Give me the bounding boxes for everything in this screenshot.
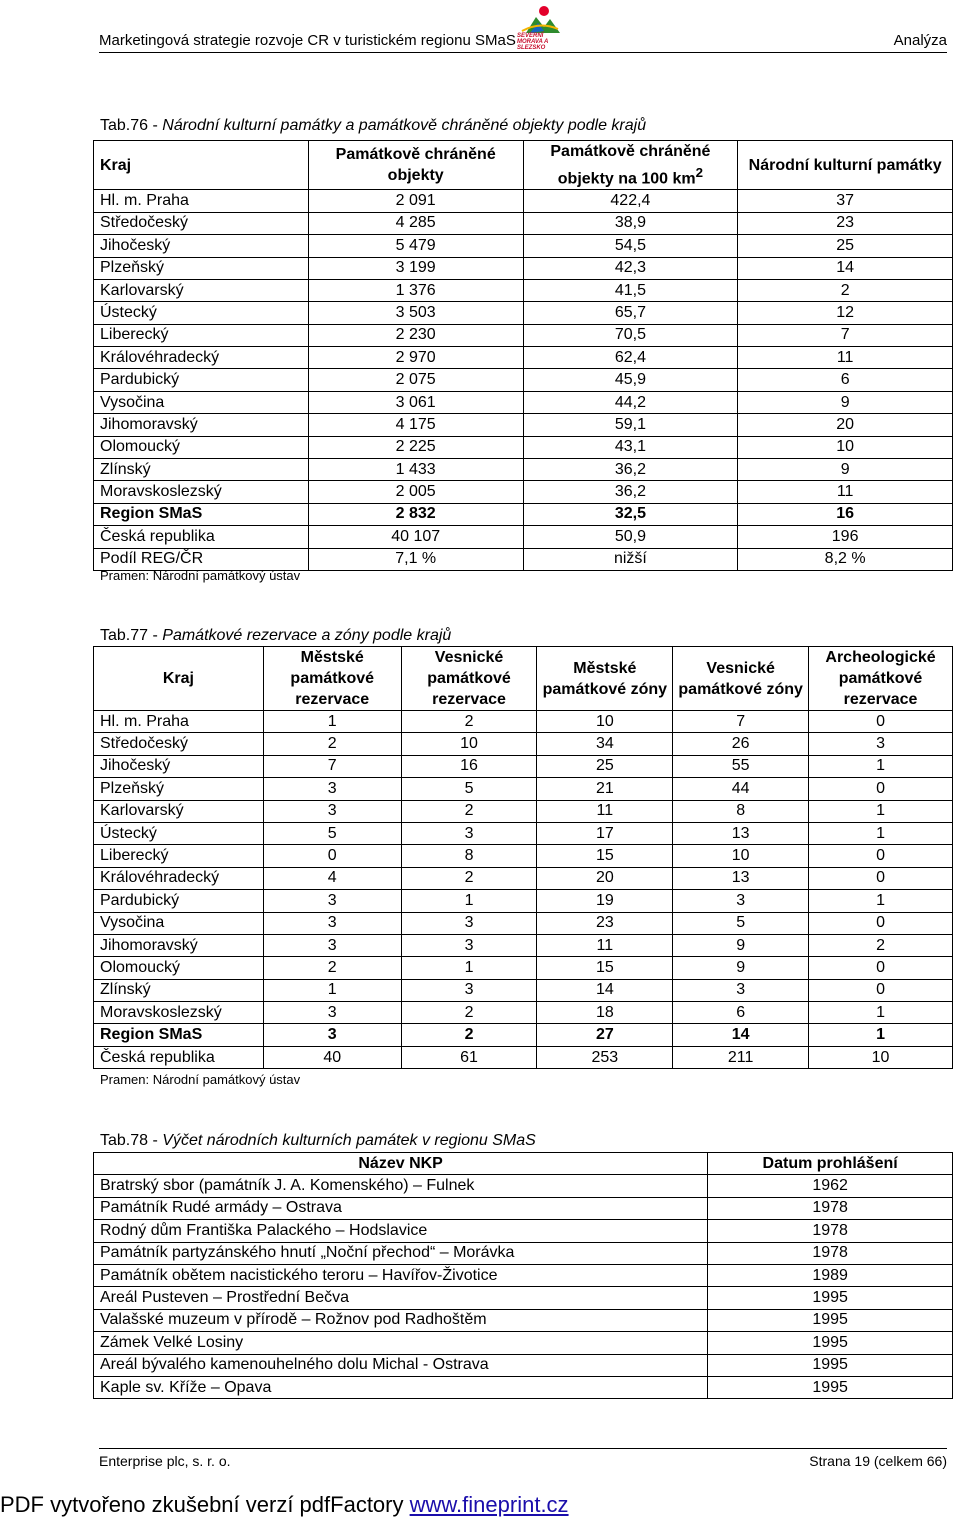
value-cell: 59,1 bbox=[523, 414, 738, 436]
value-cell: 16 bbox=[738, 503, 953, 525]
value-cell: 0 bbox=[809, 979, 953, 1001]
footer-page-number: Strana 19 (celkem 66) bbox=[809, 1453, 947, 1469]
row-label-cell: Královéhradecký bbox=[94, 867, 264, 889]
value-cell: 3 061 bbox=[308, 391, 523, 413]
value-cell: 3 bbox=[263, 800, 401, 822]
table-row bbox=[94, 979, 953, 1001]
row-label-cell: Bratrský sbor (památník J. A. Komenského) – Fulnek bbox=[94, 1175, 708, 1197]
value-cell: 196 bbox=[738, 526, 953, 548]
value-cell: 40 107 bbox=[308, 526, 523, 548]
value-cell: 9 bbox=[673, 957, 809, 979]
table-76-source: Pramen: Národní památkový ústav bbox=[100, 568, 301, 583]
row-label-cell: Zlínský bbox=[94, 979, 264, 1001]
table-row bbox=[94, 800, 953, 822]
table-row bbox=[94, 1287, 953, 1309]
table-row bbox=[94, 369, 953, 391]
header-protected-objects: Památkově chráněné objekty bbox=[308, 141, 523, 190]
table-row bbox=[94, 235, 953, 257]
row-label-cell: Plzeňský bbox=[94, 778, 264, 800]
header-urban-reservations: Městské památkové rezervace bbox=[263, 647, 401, 711]
header-objects-per-area bbox=[523, 141, 738, 190]
row-label-cell: Zlínský bbox=[94, 459, 309, 481]
value-cell: 10 bbox=[673, 845, 809, 867]
value-cell: 1 bbox=[809, 890, 953, 912]
row-label-cell: Jihočeský bbox=[94, 235, 309, 257]
value-cell: 23 bbox=[738, 212, 953, 234]
row-label-cell: Jihomoravský bbox=[94, 414, 309, 436]
value-cell: 2 bbox=[401, 1024, 537, 1046]
value-cell: 27 bbox=[537, 1024, 673, 1046]
value-cell: 3 199 bbox=[308, 257, 523, 279]
header-village-zones: Vesnické památkové zóny bbox=[673, 647, 809, 711]
value-cell: 2 bbox=[738, 279, 953, 301]
table-row bbox=[94, 1220, 953, 1242]
row-label-cell: Pardubický bbox=[94, 890, 264, 912]
table-76-caption-prefix: Tab.76 - bbox=[100, 117, 163, 134]
value-cell: 1 bbox=[263, 979, 401, 1001]
row-label-cell: Podíl REG/ČR bbox=[94, 548, 309, 570]
row-label-cell: Jihočeský bbox=[94, 755, 264, 777]
value-cell: 0 bbox=[809, 912, 953, 934]
value-cell: 3 bbox=[263, 912, 401, 934]
value-cell: 2 bbox=[401, 867, 537, 889]
table-row bbox=[94, 324, 953, 346]
header-kraj: Kraj bbox=[94, 141, 309, 190]
value-cell: 21 bbox=[537, 778, 673, 800]
value-cell: 3 bbox=[401, 934, 537, 956]
value-cell: 14 bbox=[673, 1024, 809, 1046]
table-row bbox=[94, 302, 953, 324]
table-row bbox=[94, 526, 953, 548]
table-row bbox=[94, 1046, 953, 1068]
value-cell: 50,9 bbox=[523, 526, 738, 548]
value-cell: 14 bbox=[537, 979, 673, 1001]
value-cell: 15 bbox=[537, 845, 673, 867]
value-cell: 7 bbox=[263, 755, 401, 777]
header-objects-per-area-text: Památkově chráněné objekty na 100 km bbox=[550, 143, 711, 188]
value-cell: 3 bbox=[263, 890, 401, 912]
table-76 bbox=[93, 140, 953, 571]
table-row bbox=[94, 778, 953, 800]
row-label-cell: Vysočina bbox=[94, 912, 264, 934]
table-78-caption-text: Výčet národních kulturních památek v regionu SMaS bbox=[162, 1132, 536, 1149]
value-cell: 1 bbox=[401, 957, 537, 979]
value-cell: 3 503 bbox=[308, 302, 523, 324]
value-cell: 3 bbox=[401, 822, 537, 844]
value-cell: 2 225 bbox=[308, 436, 523, 458]
value-cell: 1 bbox=[263, 711, 401, 733]
table-76-caption bbox=[100, 117, 646, 135]
row-label-cell: Rodný dům Františka Palackého – Hodslavice bbox=[94, 1220, 708, 1242]
value-cell: 38,9 bbox=[523, 212, 738, 234]
table-row bbox=[94, 1332, 953, 1354]
value-cell: 2 075 bbox=[308, 369, 523, 391]
table-77-caption-text: Památkové rezervace a zóny podle krajů bbox=[162, 627, 452, 644]
value-cell: 422,4 bbox=[523, 190, 738, 212]
header-nkp-name: Název NKP bbox=[94, 1153, 708, 1175]
table-row bbox=[94, 1354, 953, 1376]
value-cell: 54,5 bbox=[523, 235, 738, 257]
value-cell: 0 bbox=[809, 867, 953, 889]
value-cell: 17 bbox=[537, 822, 673, 844]
value-cell: 253 bbox=[537, 1046, 673, 1068]
table-78-caption-prefix: Tab.78 - bbox=[100, 1132, 163, 1149]
row-label-cell: Areál bývalého kamenouhelného dolu Michal - Ostrava bbox=[94, 1354, 708, 1376]
table-78-caption bbox=[100, 1132, 536, 1150]
value-cell: 11 bbox=[738, 481, 953, 503]
table-row bbox=[94, 755, 953, 777]
value-cell: 42,3 bbox=[523, 257, 738, 279]
header-kraj: Kraj bbox=[94, 647, 264, 711]
table-76-caption-text: Národní kulturní památky a památkově chráněné objekty podle krajů bbox=[162, 117, 647, 134]
value-cell: 45,9 bbox=[523, 369, 738, 391]
value-cell: 11 bbox=[537, 934, 673, 956]
value-cell: 1978 bbox=[708, 1197, 953, 1219]
row-label-cell: Zámek Velké Losiny bbox=[94, 1332, 708, 1354]
value-cell: 2 bbox=[401, 711, 537, 733]
value-cell: 9 bbox=[738, 391, 953, 413]
table-row bbox=[94, 1175, 953, 1197]
table-row bbox=[94, 481, 953, 503]
value-cell: 15 bbox=[537, 957, 673, 979]
row-label-cell: Památník partyzánského hnutí „Noční přechod“ – Morávka bbox=[94, 1242, 708, 1264]
value-cell: 26 bbox=[673, 733, 809, 755]
row-label-cell: Plzeňský bbox=[94, 257, 309, 279]
value-cell: 44 bbox=[673, 778, 809, 800]
document-title: Marketingová strategie rozvoje CR v turistickém regionu SMaS bbox=[99, 32, 516, 49]
value-cell: 8 bbox=[673, 800, 809, 822]
row-label-cell: Ústecký bbox=[94, 302, 309, 324]
value-cell: 13 bbox=[673, 822, 809, 844]
table-row bbox=[94, 212, 953, 234]
value-cell: 10 bbox=[738, 436, 953, 458]
value-cell: 20 bbox=[537, 867, 673, 889]
table-row bbox=[94, 912, 953, 934]
header-superscript: 2 bbox=[695, 165, 704, 180]
value-cell: 10 bbox=[809, 1046, 953, 1068]
table-row bbox=[94, 1197, 953, 1219]
value-cell: 32,5 bbox=[523, 503, 738, 525]
value-cell: 19 bbox=[537, 890, 673, 912]
value-cell: 12 bbox=[738, 302, 953, 324]
value-cell: 10 bbox=[401, 733, 537, 755]
row-label-cell: Středočeský bbox=[94, 212, 309, 234]
table-row bbox=[94, 1264, 953, 1286]
value-cell: 0 bbox=[809, 778, 953, 800]
value-cell: 211 bbox=[673, 1046, 809, 1068]
value-cell: 0 bbox=[809, 845, 953, 867]
footer-company: Enterprise plc, s. r. o. bbox=[99, 1453, 231, 1469]
value-cell: 3 bbox=[263, 934, 401, 956]
value-cell: 36,2 bbox=[523, 481, 738, 503]
page-footer bbox=[99, 1448, 947, 1469]
table-row bbox=[94, 190, 953, 212]
value-cell: 1 bbox=[809, 755, 953, 777]
value-cell: 7 bbox=[738, 324, 953, 346]
value-cell: 1995 bbox=[708, 1309, 953, 1331]
value-cell: 41,5 bbox=[523, 279, 738, 301]
value-cell: 2 bbox=[263, 733, 401, 755]
table-78 bbox=[93, 1152, 953, 1399]
value-cell: 4 175 bbox=[308, 414, 523, 436]
row-label-cell: Moravskoslezský bbox=[94, 481, 309, 503]
value-cell: 2 bbox=[401, 800, 537, 822]
value-cell: 3 bbox=[673, 890, 809, 912]
value-cell: 40 bbox=[263, 1046, 401, 1068]
row-label-cell: Liberecký bbox=[94, 845, 264, 867]
value-cell: 1995 bbox=[708, 1332, 953, 1354]
value-cell: 70,5 bbox=[523, 324, 738, 346]
value-cell: 5 bbox=[263, 822, 401, 844]
value-cell: 1978 bbox=[708, 1220, 953, 1242]
header-rule bbox=[99, 52, 947, 53]
table-row bbox=[94, 957, 953, 979]
row-label-cell: Hl. m. Praha bbox=[94, 190, 309, 212]
table-78-body bbox=[94, 1175, 953, 1399]
row-label-cell: Olomoucký bbox=[94, 436, 309, 458]
value-cell: 1978 bbox=[708, 1242, 953, 1264]
value-cell: 55 bbox=[673, 755, 809, 777]
value-cell: 3 bbox=[263, 1002, 401, 1024]
value-cell: 5 bbox=[401, 778, 537, 800]
value-cell: 2 091 bbox=[308, 190, 523, 212]
value-cell: 2 bbox=[263, 957, 401, 979]
table-row bbox=[94, 867, 953, 889]
value-cell: 1 bbox=[809, 822, 953, 844]
value-cell: 1989 bbox=[708, 1264, 953, 1286]
header-archaeological-reservations: Archeologické památkové rezervace bbox=[809, 647, 953, 711]
value-cell: 9 bbox=[673, 934, 809, 956]
value-cell: 3 bbox=[263, 1024, 401, 1046]
table-row bbox=[94, 257, 953, 279]
table-row bbox=[94, 347, 953, 369]
row-label-cell: Region SMaS bbox=[94, 503, 309, 525]
value-cell: 8 bbox=[401, 845, 537, 867]
table-77 bbox=[93, 646, 953, 1069]
row-label-cell: Královéhradecký bbox=[94, 347, 309, 369]
value-cell: 5 bbox=[673, 912, 809, 934]
value-cell: 65,7 bbox=[523, 302, 738, 324]
table-row bbox=[94, 733, 953, 755]
table-row bbox=[94, 1002, 953, 1024]
table-row bbox=[94, 503, 953, 525]
value-cell: 1 433 bbox=[308, 459, 523, 481]
value-cell: 9 bbox=[738, 459, 953, 481]
value-cell: 8,2 % bbox=[738, 548, 953, 570]
value-cell: 0 bbox=[263, 845, 401, 867]
value-cell: 1962 bbox=[708, 1175, 953, 1197]
value-cell: 1 bbox=[401, 890, 537, 912]
row-label-cell: Památník obětem nacistického teroru – Havířov-Životice bbox=[94, 1264, 708, 1286]
table-77-caption-prefix: Tab.77 - bbox=[100, 627, 163, 644]
value-cell: 5 479 bbox=[308, 235, 523, 257]
value-cell: 2 832 bbox=[308, 503, 523, 525]
value-cell: 1 bbox=[809, 1024, 953, 1046]
header-village-reservations: Vesnické památkové rezervace bbox=[401, 647, 537, 711]
table-row bbox=[94, 436, 953, 458]
value-cell: 1995 bbox=[708, 1376, 953, 1398]
pdf-notice-link[interactable]: www.fineprint.cz bbox=[409, 1492, 569, 1517]
row-label-cell: Česká republika bbox=[94, 526, 309, 548]
table-row bbox=[94, 822, 953, 844]
value-cell: 3 bbox=[401, 912, 537, 934]
row-label-cell: Karlovarský bbox=[94, 279, 309, 301]
value-cell: 13 bbox=[673, 867, 809, 889]
value-cell: 6 bbox=[738, 369, 953, 391]
row-label-cell: Česká republika bbox=[94, 1046, 264, 1068]
value-cell: 20 bbox=[738, 414, 953, 436]
value-cell: 23 bbox=[537, 912, 673, 934]
value-cell: 2 230 bbox=[308, 324, 523, 346]
row-label-cell: Areál Pusteven – Prostřední Bečva bbox=[94, 1287, 708, 1309]
value-cell: 62,4 bbox=[523, 347, 738, 369]
logo-text: SEVERNÍ MORAVA A SLEZSKO bbox=[517, 33, 549, 51]
value-cell: 61 bbox=[401, 1046, 537, 1068]
value-cell: 0 bbox=[809, 957, 953, 979]
value-cell: 2 005 bbox=[308, 481, 523, 503]
row-label-cell: Valašské muzeum v přírodě – Rožnov pod Radhoštěm bbox=[94, 1309, 708, 1331]
value-cell: nižší bbox=[523, 548, 738, 570]
row-label-cell: Vysočina bbox=[94, 391, 309, 413]
header-urban-zones: Městské památkové zóny bbox=[537, 647, 673, 711]
value-cell: 2 bbox=[401, 1002, 537, 1024]
value-cell: 7,1 % bbox=[308, 548, 523, 570]
value-cell: 4 bbox=[263, 867, 401, 889]
row-label-cell: Olomoucký bbox=[94, 957, 264, 979]
table-row bbox=[94, 1024, 953, 1046]
value-cell: 3 bbox=[673, 979, 809, 1001]
table-row bbox=[94, 279, 953, 301]
value-cell: 34 bbox=[537, 733, 673, 755]
value-cell: 4 285 bbox=[308, 212, 523, 234]
row-label-cell: Hl. m. Praha bbox=[94, 711, 264, 733]
table-row bbox=[94, 711, 953, 733]
row-label-cell: Pardubický bbox=[94, 369, 309, 391]
value-cell: 6 bbox=[673, 1002, 809, 1024]
pdf-notice-text: PDF vytvořeno zkušební verzí pdfFactory bbox=[0, 1492, 410, 1517]
table-76-body bbox=[94, 190, 953, 571]
value-cell: 25 bbox=[738, 235, 953, 257]
value-cell: 3 bbox=[401, 979, 537, 1001]
value-cell: 2 970 bbox=[308, 347, 523, 369]
row-label-cell: Kaple sv. Kříže – Opava bbox=[94, 1376, 708, 1398]
value-cell: 3 bbox=[263, 778, 401, 800]
table-row bbox=[94, 934, 953, 956]
value-cell: 11 bbox=[738, 347, 953, 369]
row-label-cell: Středočeský bbox=[94, 733, 264, 755]
table-77-source: Pramen: Národní památkový ústav bbox=[100, 1072, 301, 1087]
table-header-row bbox=[94, 1153, 953, 1175]
value-cell: 11 bbox=[537, 800, 673, 822]
row-label-cell: Karlovarský bbox=[94, 800, 264, 822]
value-cell: 10 bbox=[537, 711, 673, 733]
header-declaration-date: Datum prohlášení bbox=[708, 1153, 953, 1175]
row-label-cell: Památník Rudé armády – Ostrava bbox=[94, 1197, 708, 1219]
value-cell: 1995 bbox=[708, 1287, 953, 1309]
value-cell: 18 bbox=[537, 1002, 673, 1024]
value-cell: 25 bbox=[537, 755, 673, 777]
header-national-monuments: Národní kulturní památky bbox=[738, 141, 953, 190]
table-row bbox=[94, 391, 953, 413]
value-cell: 1 bbox=[809, 1002, 953, 1024]
value-cell: 14 bbox=[738, 257, 953, 279]
table-header-row bbox=[94, 141, 953, 190]
value-cell: 1995 bbox=[708, 1354, 953, 1376]
value-cell: 1 376 bbox=[308, 279, 523, 301]
section-label: Analýza bbox=[893, 32, 947, 49]
row-label-cell: Liberecký bbox=[94, 324, 309, 346]
value-cell: 2 bbox=[809, 934, 953, 956]
row-label-cell: Moravskoslezský bbox=[94, 1002, 264, 1024]
table-row bbox=[94, 1376, 953, 1398]
table-row bbox=[94, 890, 953, 912]
table-row bbox=[94, 1242, 953, 1264]
row-label-cell: Jihomoravský bbox=[94, 934, 264, 956]
value-cell: 1 bbox=[809, 800, 953, 822]
table-row bbox=[94, 459, 953, 481]
value-cell: 43,1 bbox=[523, 436, 738, 458]
table-77-body bbox=[94, 711, 953, 1069]
value-cell: 36,2 bbox=[523, 459, 738, 481]
table-row bbox=[94, 1309, 953, 1331]
table-row bbox=[94, 845, 953, 867]
row-label-cell: Ústecký bbox=[94, 822, 264, 844]
table-row bbox=[94, 414, 953, 436]
row-label-cell: Region SMaS bbox=[94, 1024, 264, 1046]
value-cell: 44,2 bbox=[523, 391, 738, 413]
value-cell: 37 bbox=[738, 190, 953, 212]
value-cell: 0 bbox=[809, 711, 953, 733]
pdf-notice bbox=[0, 1492, 569, 1518]
table-77-caption bbox=[100, 627, 451, 645]
value-cell: 7 bbox=[673, 711, 809, 733]
footer-rule bbox=[99, 1448, 947, 1449]
value-cell: 3 bbox=[809, 733, 953, 755]
value-cell: 16 bbox=[401, 755, 537, 777]
table-header-row bbox=[94, 647, 953, 711]
